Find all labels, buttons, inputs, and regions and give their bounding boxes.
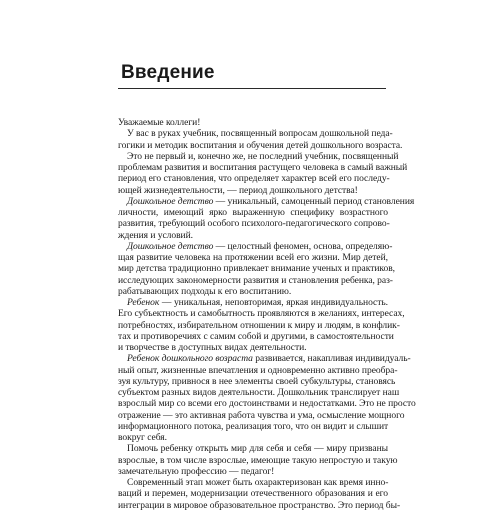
text-run: Уважаемые коллеги! <box>118 117 201 128</box>
text-line <box>118 342 388 353</box>
text-run: развития, требующий особого психолого-педагогического сопрово- <box>118 218 390 230</box>
italic-term: Ребенок <box>127 297 160 308</box>
text-line <box>118 207 388 218</box>
text-line <box>118 240 393 252</box>
text-run: взрослый мир со всеми его достоинствами и недостатками. Это не просто <box>118 398 416 410</box>
text-run: зуя культуру, привнося в нее элементы своей субкультуры, становясь <box>118 375 396 387</box>
text-run: исследующих закономерности развития и становления ребенка, раз- <box>118 274 393 286</box>
text-run: — уникальный, самоценный период становления <box>213 195 415 207</box>
text-line <box>118 330 394 342</box>
text-run: мир детства традиционно привлекает внимание ученых и практиков, <box>118 263 396 275</box>
text-run: потребностях, избирательном отношении к миру и людям, в конфлик- <box>118 319 400 331</box>
text-line <box>118 421 388 432</box>
text-run: ный опыт, жизненные впечатления и одновременно активно преобра- <box>118 364 398 376</box>
text-run: — целостный феномен, основа, определяю- <box>213 240 393 252</box>
text-run: развивается, накапливая индивидуаль- <box>252 353 411 365</box>
text-line <box>118 454 398 466</box>
text-run: Помочь ребенку открыть мир для себя и себя — миру призваны <box>127 443 388 455</box>
text-run: личности, имеющий ярко выраженную специфику возрастного <box>118 207 388 218</box>
text-line <box>118 488 388 499</box>
text-line <box>118 353 411 365</box>
text-run: Его субъектность и самобытность проявляются в желаниях, интересах, <box>118 308 405 320</box>
text-line <box>118 477 388 488</box>
italic-term: Дошкольное детство <box>127 240 214 252</box>
text-line <box>118 398 416 410</box>
text-run: взрослые, в том числе взрослые, имеющие такую непростую и такую <box>118 454 398 466</box>
text-line <box>118 117 388 128</box>
text-run: рабатывающих подходы к его воспитанию. <box>118 285 292 297</box>
text-line <box>118 319 400 331</box>
italic-term: Дошкольное детство <box>127 195 214 207</box>
text-line <box>118 409 405 421</box>
text-line <box>118 150 399 162</box>
chapter-heading: Введение <box>121 62 215 83</box>
text-run: тах и противоречиях с самим собой и другими, в самостоятельности <box>118 330 394 342</box>
text-line <box>118 432 388 443</box>
heading-rule <box>118 88 386 89</box>
text-run: период его становления, что определяет характер всей его последу- <box>118 173 390 185</box>
text-line <box>118 466 388 477</box>
text-line <box>118 274 393 286</box>
text-line <box>118 252 388 263</box>
text-line <box>118 128 393 140</box>
text-line <box>118 230 388 241</box>
text-run: гогики и методик воспитания и обучения детей дошкольного возраста. <box>118 139 403 151</box>
text-run: проблемам развития и воспитания растущего человека в самый важный <box>118 162 408 173</box>
text-line <box>118 139 403 151</box>
text-line <box>118 375 396 387</box>
text-run: У вас в руках учебник, посвященный вопросам дошкольной педа- <box>127 128 393 140</box>
text-line <box>118 263 396 275</box>
text-line <box>118 195 415 207</box>
text-line <box>118 286 388 297</box>
text-line <box>118 308 405 320</box>
text-line <box>118 218 388 229</box>
text-run: отражение — это активная работа чувства и ума, осмысление мощного <box>118 409 405 421</box>
text-line <box>118 443 388 454</box>
text-run: вокруг себя. <box>118 432 167 443</box>
text-run: щая развитие человека на протяжении всей его жизни. Мир детей, <box>118 252 388 263</box>
text-run: ющей жизнедеятельности, — период дошкольного детства! <box>118 184 358 196</box>
text-line <box>118 364 398 376</box>
text-line <box>118 162 408 173</box>
text-run: ваций и перемен, модернизации отечественного образования и его <box>118 488 388 500</box>
text-line <box>118 387 400 398</box>
text-run: — уникальная, неповторимая, яркая индивидуальность. <box>159 297 388 308</box>
text-run: Это не первый и, конечно же, не последний учебник, посвященный <box>127 150 399 162</box>
text-line <box>118 297 388 308</box>
text-line <box>118 185 388 196</box>
text-run: субъектом разных видов деятельности. Дошкольник транслирует наш <box>118 387 400 398</box>
text-run: информационного потока, реализация того, что он видит и слышит <box>118 420 389 432</box>
text-line <box>118 499 401 511</box>
text-run: Современный этап может быть охарактеризован как время инно- <box>127 477 389 488</box>
text-run: замечательную профессию — педагог! <box>118 465 275 477</box>
italic-term: Ребенок дошкольного возраста <box>127 353 253 365</box>
text-line <box>118 173 388 184</box>
text-run: ждения и условий. <box>118 229 193 241</box>
text-run: и творчестве в доступных видах деятельности. <box>118 342 307 353</box>
body-text <box>118 117 416 511</box>
text-run: интеграции в мировое образовательное пространство. Это период бы- <box>118 499 401 511</box>
